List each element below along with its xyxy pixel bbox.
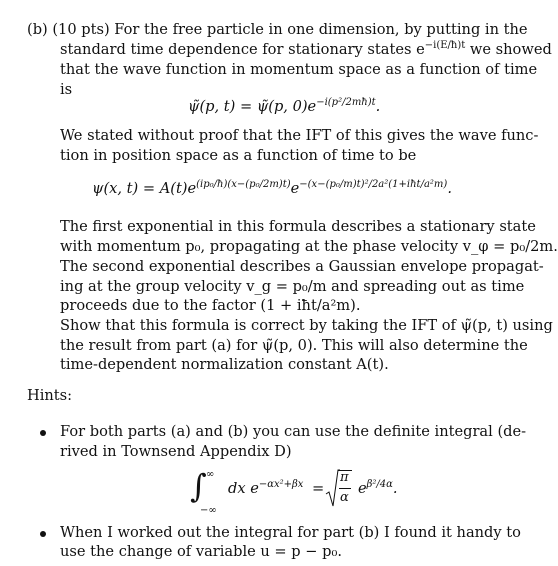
text-line: For both parts (a) and (b) you can use the definite integral (de- — [60, 423, 527, 440]
text-line: with momentum p₀, propagating at the phase velocity v_φ = p₀/2m. — [60, 238, 558, 255]
integral-upper-limit: ∞ — [206, 469, 215, 480]
bullet-icon — [40, 531, 46, 537]
text-line: standard time dependence for stationary states $e^{-i(E/ħ)t}$ we showed — [60, 40, 552, 58]
integral-lower-limit: −∞ — [200, 505, 217, 516]
hints-heading: Hints: — [27, 387, 73, 404]
integrand: dx $e^{-\alpha x^2+\beta x}$ — [228, 479, 304, 497]
momentum-wavefunction-equation: ψ̃(p, t) = ψ̃(p, $0)e^{-i(p^2/2mħ)t}$. — [188, 97, 381, 115]
text-line: the result from part (a) for ψ̃(p, 0). This will also determine the — [60, 337, 528, 354]
text-line: proceeds due to the factor (1 + iħt/a²m). — [60, 297, 361, 314]
fraction-numerator: π — [340, 470, 349, 485]
integral-result: $e^{\beta^2/4\alpha}$. — [358, 479, 398, 497]
text-line: ing at the group velocity v_g = p₀/m and spreading out as time — [60, 278, 525, 295]
text-line: time-dependent normalization constant A(t). — [60, 356, 389, 373]
integral-sign-icon: ∫ — [190, 467, 207, 505]
text-line: use the change of variable u = p − p₀. — [60, 543, 342, 560]
position-wavefunction-equation: ψ(x, $t) = A(t)e^{(ip_0/ħ)(x-(p_0/2m)t)}e^{-(x-(p_0/m)t)^2/2a^2(1+iħt/a^2m)}$. — [92, 179, 452, 197]
text-line: is — [60, 81, 73, 98]
text-line: (b) (10 pts) For the free particle in one dimension, by putting in the — [27, 21, 528, 38]
equals-sign: = — [312, 480, 325, 497]
text-line: tion in position space as a function of time to be — [60, 147, 417, 164]
gaussian-integral-formula — [190, 468, 410, 518]
text-line: rived in Townsend Appendix D) — [60, 443, 292, 460]
sqrt-icon — [326, 468, 340, 510]
text-line: The first exponential in this formula describes a stationary state — [60, 218, 536, 235]
bullet-icon — [40, 430, 46, 436]
text-line: When I worked out the integral for part (b) I found it handy to — [60, 524, 521, 541]
text-line: The second exponential describes a Gaussian envelope propagat- — [60, 258, 544, 275]
fraction-denominator: α — [340, 490, 349, 505]
text-line: Show that this formula is correct by taking the IFT of ψ̃(p, t) using — [60, 317, 553, 334]
text-line: that the wave function in momentum space as a function of time — [60, 61, 538, 78]
text-line: We stated without proof that the IFT of this gives the wave func- — [60, 127, 539, 144]
